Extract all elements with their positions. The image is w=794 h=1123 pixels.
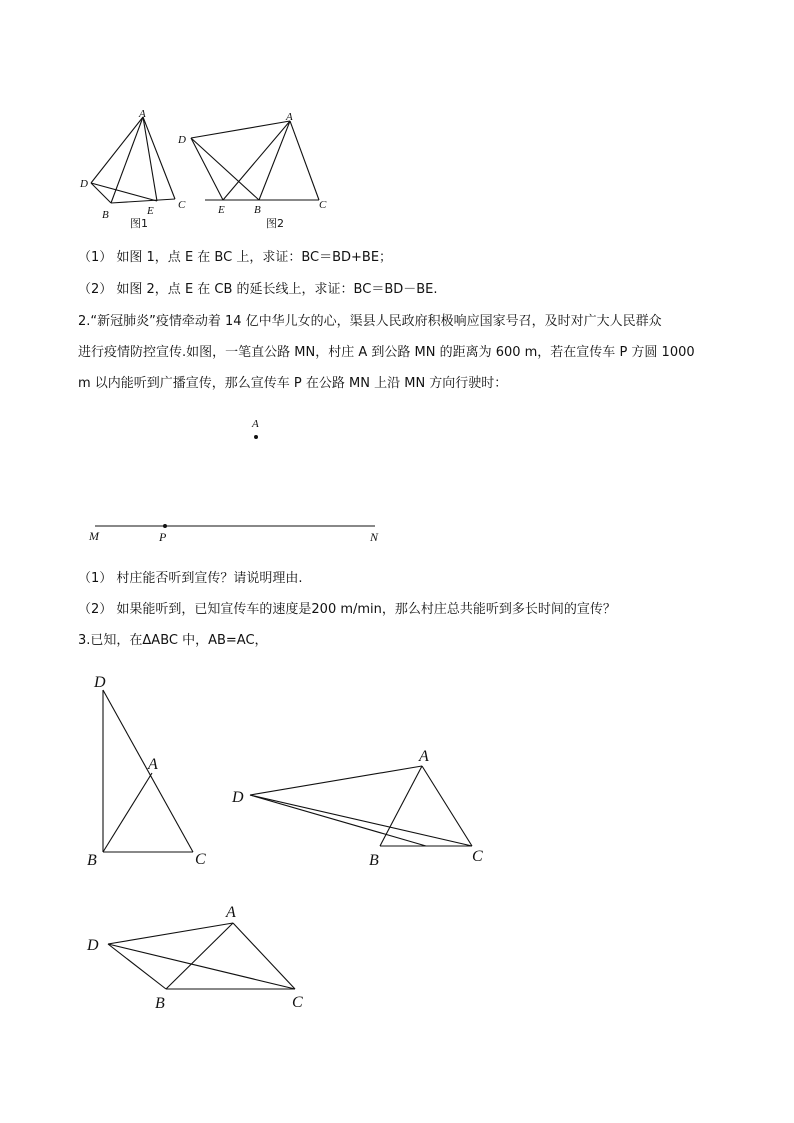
fig3b-label-b: B: [369, 852, 379, 869]
fig1-label-b: B: [102, 209, 109, 221]
road-label-a: A: [252, 418, 259, 430]
fig2-label-a: A: [286, 111, 293, 123]
q2-part-1: （1） 村庄能否听到宣传？请说明理由.: [78, 571, 303, 586]
fig3a-label-b: B: [87, 852, 97, 869]
fig1-caption: 图1: [130, 217, 148, 230]
figure-3b: [230, 740, 495, 875]
q3-line-1: 3.已知，在ΔABC 中，AB=AC，: [78, 633, 268, 648]
fig2-label-e: E: [218, 204, 225, 216]
fig1-label-a: A: [139, 108, 146, 120]
q2-line-2: 进行疫情防控宣传.如图，一笔直公路 MN，村庄 A 到公路 MN 的距离为 600 m，若在宣传车 P 方圆 1000: [78, 345, 695, 360]
figure-3c: [85, 898, 325, 1018]
fig3a-label-d: D: [94, 674, 106, 691]
figure-1-lines: [91, 117, 175, 203]
road-figure: [85, 410, 395, 550]
q1-part-2: （2） 如图 2，点 E 在 CB 的延长线上，求证：BC＝BD－BE.: [78, 282, 438, 297]
fig3b-label-d: D: [232, 789, 244, 806]
figure-2: [175, 105, 335, 235]
road-label-n: N: [370, 530, 379, 544]
fig3b-label-c: C: [472, 848, 483, 865]
road-label-p: P: [159, 530, 167, 544]
fig3a-label-a: A: [148, 756, 158, 773]
q1-part-1: （1） 如图 1，点 E 在 BC 上，求证：BC＝BD+BE；: [78, 250, 393, 265]
fig3c-label-b: B: [155, 995, 165, 1012]
q2-line-3: m 以内能听到广播宣传，那么宣传车 P 在公路 MN 上沿 MN 方向行驶时：: [78, 376, 508, 391]
fig2-caption: 图2: [266, 217, 284, 230]
fig3c-label-c: C: [292, 994, 303, 1011]
q2-line-1: 2.“新冠肺炎”疫情牵动着 14 亿中华儿女的心，渠县人民政府积极响应国家号召，及时对广大人民群众: [78, 314, 662, 329]
fig3c-label-d: D: [87, 937, 99, 954]
fig2-label-d: D: [178, 134, 186, 146]
q2-part-2: （2） 如果能听到，已知宣传车的速度是200 m/min，那么村庄总共能听到多长时间的宣传？: [78, 602, 616, 617]
fig1-label-d: D: [80, 178, 88, 190]
fig2-label-c: C: [319, 199, 327, 211]
fig3b-label-a: A: [419, 748, 429, 765]
car-point: [163, 524, 167, 528]
fig1-label-c: C: [178, 199, 186, 211]
fig3a-label-c: C: [195, 851, 206, 868]
figure-3a: [85, 668, 225, 873]
fig2-label-b: B: [254, 204, 261, 216]
figure-2-lines: [191, 121, 319, 200]
fig1-label-e: E: [147, 205, 154, 217]
road-label-m: M: [89, 529, 99, 543]
fig3c-label-a: A: [226, 904, 236, 921]
village-point: [254, 435, 258, 439]
